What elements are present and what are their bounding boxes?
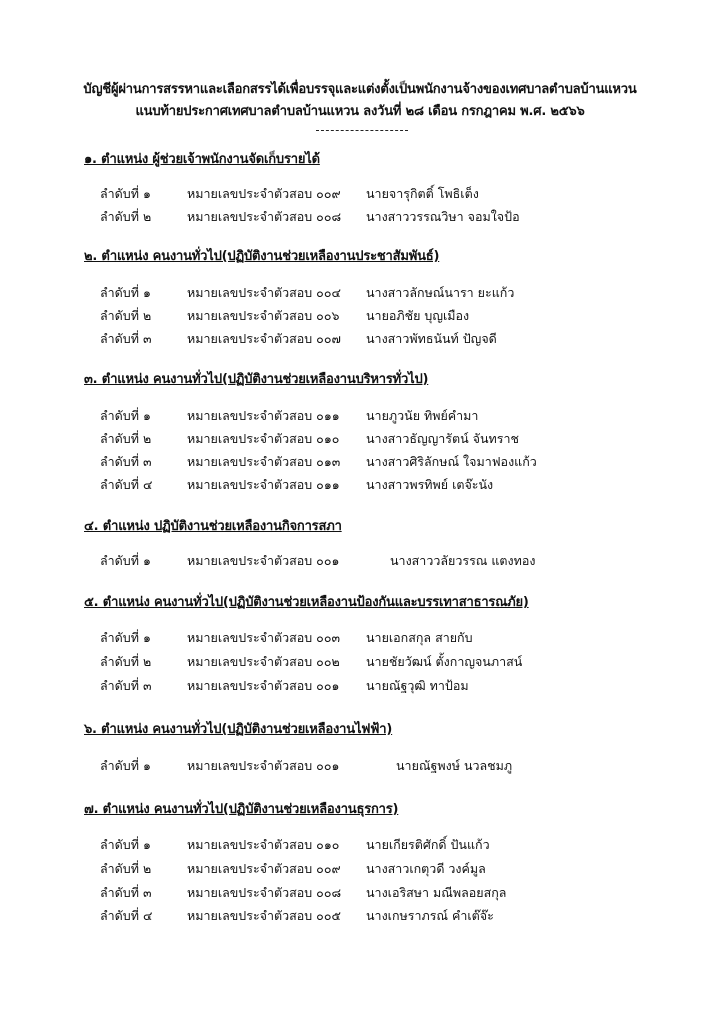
rank-label: ลำดับที่ ๒ (100, 209, 152, 224)
candidate-name: นางเอริสษา มณีพลอยสกุล (366, 885, 507, 900)
candidate-name: นางสาววลัยวรรณ แตงทอง (390, 553, 536, 568)
rank-label: ลำดับที่ ๒ (100, 861, 152, 876)
candidate-name: นางสาววรรณวิษา จอมใจป้อ (366, 209, 520, 224)
candidate-name: นางสาวลักษณ์นารา ยะแก้ว (366, 285, 515, 300)
section-heading-2: ๒. ตำแหน่ง คนงานทั่วไป(ปฏิบัติงานช่วยเหลืองานประชาสัมพันธ์) (84, 249, 440, 264)
rank-label: ลำดับที่ ๓ (100, 454, 152, 469)
rank-label: ลำดับที่ ๑ (100, 285, 151, 300)
rank-label: ลำดับที่ ๒ (100, 308, 152, 323)
candidate-name: นายชัยวัฒน์ ตั้งกาญจนภาสน์ (366, 654, 523, 669)
candidate-name: นางสาวพรทิพย์ เตจ๊ะนัง (366, 477, 494, 492)
exam-number: หมายเลขประจำตัวสอบ ๐๐๗ (187, 331, 341, 346)
exam-number: หมายเลขประจำตัวสอบ ๐๐๑ (187, 758, 340, 773)
exam-number: หมายเลขประจำตัวสอบ ๐๑๑ (187, 477, 340, 492)
section-heading-6: ๖. ตำแหน่ง คนงานทั่วไป(ปฏิบัติงานช่วยเหลืองานไฟฟ้า) (84, 722, 393, 737)
candidate-name: นางสาวพัทธนันท์ ปัญจดี (366, 331, 497, 346)
exam-number: หมายเลขประจำตัวสอบ ๐๐๒ (187, 654, 340, 669)
section-heading-7: ๗. ตำแหน่ง คนงานทั่วไป(ปฏิบัติงานช่วยเหลืองานธุรการ) (84, 802, 399, 817)
exam-number: หมายเลขประจำตัวสอบ ๐๐๓ (187, 630, 340, 645)
exam-number: หมายเลขประจำตัวสอบ ๐๐๑ (187, 678, 340, 693)
exam-number: หมายเลขประจำตัวสอบ ๐๐๘ (187, 885, 342, 900)
exam-number: หมายเลขประจำตัวสอบ ๐๐๙ (187, 861, 341, 876)
candidate-name: นางสาวเกตุวดี วงค์มูล (366, 861, 486, 876)
exam-number: หมายเลขประจำตัวสอบ ๐๐๔ (187, 285, 341, 300)
candidate-name: นายณัฐพงษ์ นวลชมภู (396, 758, 513, 773)
rank-label: ลำดับที่ ๑ (100, 186, 151, 201)
rank-label: ลำดับที่ ๒ (100, 654, 152, 669)
exam-number: หมายเลขประจำตัวสอบ ๐๐๕ (187, 908, 341, 923)
document-title-line-2: แนบท้ายประกาศเทศบาลตำบลบ้านแหวน ลงวันที่ ๒๘ เดือน กรกฎาคม พ.ศ. ๒๕๖๖ (135, 104, 585, 119)
rank-label: ลำดับที่ ๓ (100, 885, 152, 900)
rank-label: ลำดับที่ ๑ (100, 630, 151, 645)
section-heading-4: ๔. ตำแหน่ง ปฏิบัติงานช่วยเหลืองานกิจการสภา (84, 519, 342, 534)
rank-label: ลำดับที่ ๑ (100, 837, 151, 852)
exam-number: หมายเลขประจำตัวสอบ ๐๑๐ (187, 431, 340, 446)
candidate-name: นายอภิชัย บุญเมือง (366, 308, 470, 323)
section-heading-1: ๑. ตำแหน่ง ผู้ช่วยเจ้าพนักงานจัดเก็บรายได้ (84, 152, 320, 167)
exam-number: หมายเลขประจำตัวสอบ ๐๐๑ (187, 553, 340, 568)
candidate-name: นางสาวศิริลักษณ์ ใจมาฟองแก้ว (366, 454, 537, 469)
section-heading-3: ๓. ตำแหน่ง คนงานทั่วไป(ปฏิบัติงานช่วยเหลืองานบริหารทั่วไป) (84, 372, 429, 387)
exam-number: หมายเลขประจำตัวสอบ ๐๐๘ (187, 209, 342, 224)
candidate-name: นายณัฐวุฒิ ทาป้อม (366, 678, 469, 693)
rank-label: ลำดับที่ ๓ (100, 678, 152, 693)
rank-label: ลำดับที่ ๔ (100, 477, 153, 492)
rank-label: ลำดับที่ ๑ (100, 758, 151, 773)
candidate-name: นายภูวนัย ทิพย์คำมา (366, 408, 479, 423)
exam-number: หมายเลขประจำตัวสอบ ๐๑๑ (187, 408, 340, 423)
rank-label: ลำดับที่ ๓ (100, 331, 152, 346)
title-underline-divider (316, 130, 408, 131)
exam-number: หมายเลขประจำตัวสอบ ๐๑๓ (187, 454, 341, 469)
section-heading-5: ๕. ตำแหน่ง คนงานทั่วไป(ปฏิบัติงานช่วยเหลืองานป้องกันและบรรเทาสาธารณภัย) (84, 595, 529, 610)
rank-label: ลำดับที่ ๔ (100, 908, 153, 923)
document-title-line-1: บัญชีผู้ผ่านการสรรหาและเลือกสรรได้เพื่อบรรจุและแต่งตั้งเป็นพนักงานจ้างของเทศบาลตำบลบ้านแหวน (83, 82, 637, 97)
rank-label: ลำดับที่ ๑ (100, 408, 151, 423)
candidate-name: นายจารุกิตติ์ โพธิเต็ง (366, 186, 479, 201)
candidate-name: นายเอกสกุล สายกับ (366, 630, 473, 645)
rank-label: ลำดับที่ ๒ (100, 431, 152, 446)
candidate-name: นายเกียรติศักดิ์ ปันแก้ว (366, 837, 490, 852)
exam-number: หมายเลขประจำตัวสอบ ๐๑๐ (187, 837, 340, 852)
exam-number: หมายเลขประจำตัวสอบ ๐๐๖ (187, 308, 340, 323)
candidate-name: นางเกษราภรณ์ คำเต๊จ๊ะ (366, 908, 494, 923)
exam-number: หมายเลขประจำตัวสอบ ๐๐๙ (187, 186, 341, 201)
candidate-name: นางสาวธัญญารัตน์ จันทราช (366, 431, 519, 446)
rank-label: ลำดับที่ ๑ (100, 553, 151, 568)
